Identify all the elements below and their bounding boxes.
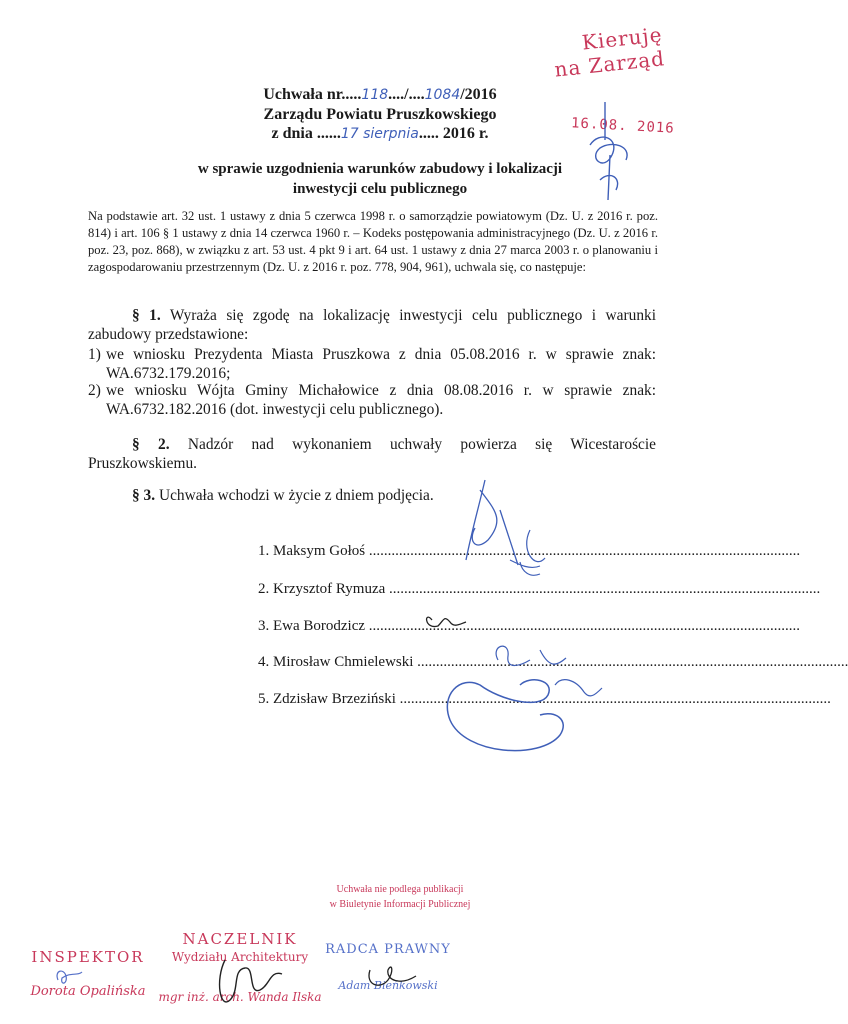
bip-publication-stamp xyxy=(320,882,480,912)
list-item xyxy=(88,381,656,419)
resolution-number-suffix: /2016 xyxy=(460,86,497,103)
naczelnik-title: NACZELNIK xyxy=(182,930,298,948)
legal-advisor-title: RADCA PRAWNY xyxy=(325,942,451,957)
naczelnik-department: Wydziału Architektury xyxy=(171,950,309,964)
list-item-number: 1) xyxy=(88,346,101,363)
section-2 xyxy=(88,435,656,473)
signatory-name: 1. Maksym Gołoś xyxy=(258,543,366,559)
list-item-text: we wniosku Prezydenta Miasta Pruszkowa z dnia 05.08.2016 r. w sprawie znak: WA.6732.179.2016; xyxy=(106,346,656,382)
signatory-name: 5. Zdzisław Brzeziński xyxy=(258,691,396,707)
handwritten-signatures xyxy=(380,470,620,770)
legal-advisor-name: Adam Bieńkowski xyxy=(338,979,438,992)
resolution-subject-line2: inwestycji celu publicznego xyxy=(292,181,468,197)
kieruje-stamp-line2: na Zarząd xyxy=(553,46,667,82)
received-date-stamp: 16.08. 2016 xyxy=(570,115,676,137)
board-name: Zarządu Powiatu Pruszkowskiego xyxy=(263,106,497,123)
resolution-subject xyxy=(130,159,630,199)
bip-stamp-line2: w Biuletynie Informacji Publicznej xyxy=(329,899,471,910)
signatory-name: 3. Ewa Borodzicz xyxy=(258,618,366,634)
signature-dots: ................................................................................................................... xyxy=(417,654,848,670)
section-3-text: Uchwała wchodzi w życie z dniem podjęcia. xyxy=(158,487,434,504)
resolution-number-line: Uchwała nr.....118..../....1084/2016 xyxy=(263,86,497,103)
resolution-number-part1: 118 xyxy=(361,87,389,103)
inspektor-title: INSPEKTOR xyxy=(31,948,145,966)
signature-dots: ................................................................................................................... xyxy=(399,691,831,707)
resolution-number-part2: 1084 xyxy=(424,87,461,103)
legal-basis-preamble: Na podstawie art. 32 ust. 1 ustawy z dnia 5 czerwca 1998 r. o samorządzie powiatowym (Dz. U. z 2016 r. poz. 814) i art. 106 § 1 ustawy z dnia 14 czerwca 1960 r. – Kodeks postępowania administracyjnego (Dz. U. z 2016 r. poz. 23, poz. 868), w związku z art. 53 ust. 4 pkt 9 i art. 64 ust. 1 ustawy z dnia 27 marca 2003 r. o planowaniu i zagospodarowaniu przestrzennym (Dz. U. z 2016 r. poz. 778, 904, 961), uchwala się, co następuje: xyxy=(88,209,658,274)
naczelnik-name: mgr inż. arch. Wanda Ilska xyxy=(158,990,322,1004)
signature-dots: ................................................................................................................... xyxy=(368,543,801,559)
section-1 xyxy=(88,306,656,344)
list-item-text: we wniosku Wójta Gminy Michałowice z dnia 08.08.2016 r. w sprawie znak: WA.6732.182.2016 (dot. inwestycji celu publicznego). xyxy=(106,382,656,418)
section-2-label: § 2. xyxy=(132,436,170,453)
list-item xyxy=(88,345,656,383)
inspektor-name: Dorota Opalińska xyxy=(30,984,146,999)
resolution-date-suffix: 2016 r. xyxy=(442,125,489,142)
signature-dots: ................................................................................................................... xyxy=(389,581,821,597)
signatory-name: 4. Mirosław Chmielewski xyxy=(258,654,414,670)
signature-dots: ................................................................................................................... xyxy=(368,618,801,634)
kieruje-stamp-line1: Kieruję xyxy=(580,22,664,55)
kieruje-stamp xyxy=(551,22,666,81)
resolution-number-prefix: Uchwała nr xyxy=(263,86,342,103)
resolution-date-prefix: z dnia xyxy=(271,125,313,142)
resolution-date-line: z dnia ......17 sierpnia..... 2016 r. xyxy=(271,125,489,142)
list-item-number: 2) xyxy=(88,382,101,399)
resolution-subject-line1: w sprawie uzgodnienia warunków zabudowy i lokalizacji xyxy=(197,161,563,177)
section-2-text: Nadzór nad wykonaniem uchwały powierza się Wicestaroście Pruszkowskiemu. xyxy=(88,436,656,472)
resolution-date-handwritten: 17 sierpnia xyxy=(340,126,419,142)
section-1-text: Wyraża się zgodę na lokalizację inwestycji celu publicznego i warunki zabudowy przedstawione: xyxy=(88,307,656,343)
signatory-name: 2. Krzysztof Rymuza xyxy=(258,581,386,597)
section-3-label: § 3. xyxy=(132,487,156,504)
bip-stamp-line1: Uchwała nie podlega publikacji xyxy=(336,884,464,895)
stamp-signatures xyxy=(20,940,480,1024)
section-1-label: § 1. xyxy=(132,307,161,324)
